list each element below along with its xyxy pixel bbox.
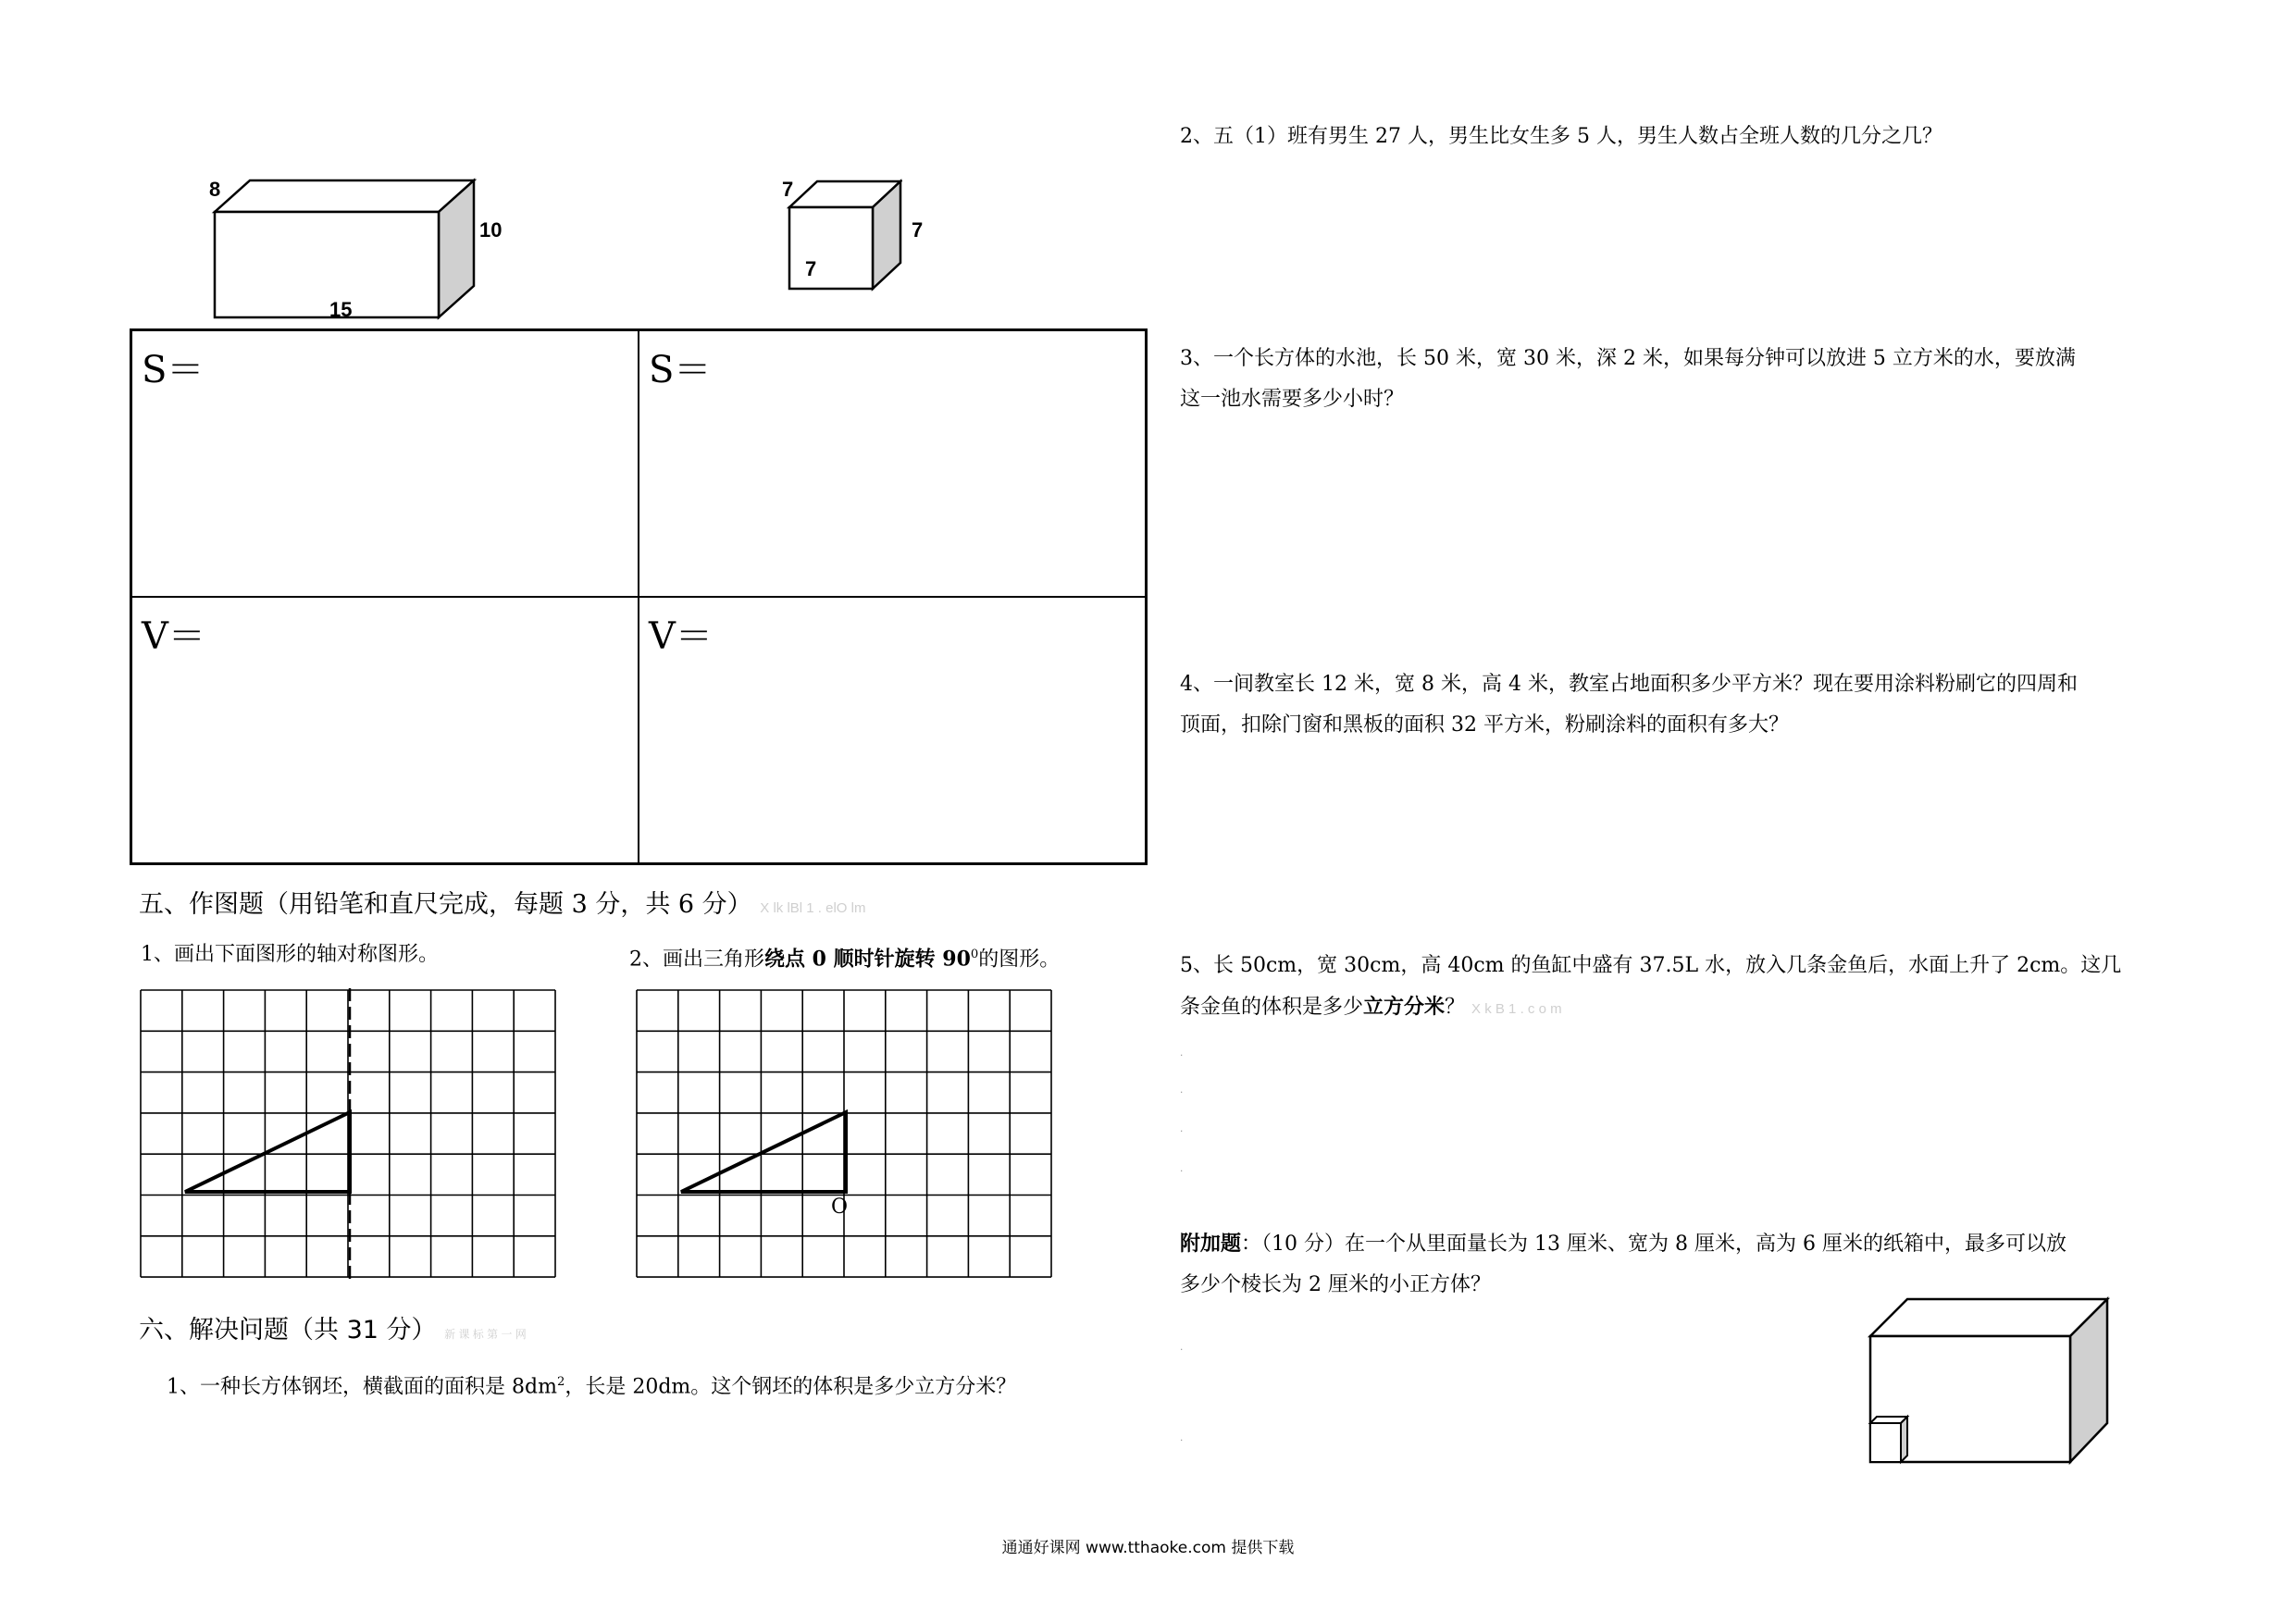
section5-watermark: X lk lBl 1 . elO lm: [760, 900, 866, 916]
bonus-line-2: 多少个棱长为 2 厘米的小正方体？: [1180, 1273, 1491, 1296]
section5-subtitle: （用铅笔和直尺完成，每题 3 分，共 6 分）: [264, 890, 752, 919]
q2-prefix: 2、画出三角形: [629, 948, 764, 972]
answer-grid: [130, 328, 1148, 865]
bonus-line-1: [1180, 1223, 2216, 1265]
q4-line-1: 4、一间教室长 12 米，宽 8 米，高 4 米，教室占地面积多少平方米？现在要用涂料粉刷它的四周和: [1180, 673, 2078, 696]
bonus-label: 附加题: [1180, 1232, 1242, 1256]
right-question-5: [1180, 946, 2198, 1030]
dot-mark: .: [1180, 1340, 1184, 1353]
q4-line-2: 顶面，扣除门窗和黑板的面积 32 平方米，粉刷涂料的面积有多大？: [1180, 713, 1789, 737]
cell-label: V＝: [649, 615, 713, 658]
q2-suffix: 的图形。: [978, 948, 1061, 972]
cube-front-label: 7: [805, 257, 817, 280]
section5-title: 五、作图题: [139, 890, 264, 919]
q5-line2-prefix: 条金鱼的体积是多少: [1180, 996, 1364, 1019]
q5-line2-suffix: ？: [1445, 996, 1466, 1019]
cube-figure: [782, 176, 902, 296]
q3-line-1: 3、一个长方体的水池，长 50 米，宽 30 米，深 2 米，如果每分钟可以放进 5 立方米的水，要放满: [1180, 347, 2076, 370]
right-question-3: [1180, 339, 2198, 420]
rotation-point-label: O: [831, 1196, 849, 1219]
dot-mark: .: [1180, 1431, 1184, 1443]
s6-q1-prefix: 1、一种长方体钢坯，横截面的面积是 8dm: [167, 1375, 557, 1399]
answer-cell-s1[interactable]: [131, 330, 639, 597]
q5-line-2: [1180, 986, 2198, 1030]
bonus-line1-text: ：（10 分）在一个从里面量长为 13 厘米、宽为 8 厘米，高为 6 厘米的纸箱中，最多可以放: [1241, 1233, 2066, 1256]
q2-bold: 绕点 0 顺时针旋转 90: [764, 947, 971, 972]
section6-watermark: 新 课 标 第 一 网: [444, 1328, 527, 1341]
dot-mark: .: [1180, 1121, 1184, 1134]
section5-question-1: 1、画出下面图形的轴对称图形。: [141, 943, 439, 966]
q5-watermark: X k B 1 . c o m: [1471, 1001, 1562, 1017]
rotation-grid[interactable]: [635, 988, 1061, 1284]
q3-line-2: 这一池水需要多少小时？: [1180, 388, 1405, 411]
s6-q1-suffix: ，长是 20dm。这个钢坯的体积是多少立方分米？: [565, 1375, 1017, 1399]
cell-label: S＝: [142, 349, 205, 391]
q2-degree: 0: [970, 948, 979, 961]
right-question-2: 2、五（1）班有男生 27 人，男生比女生多 5 人，男生人数占全班人数的几分之几？: [1180, 125, 1942, 148]
answer-cell-v2[interactable]: [639, 597, 1146, 863]
dot-mark: .: [1180, 1083, 1184, 1096]
s6-q1-sup: 2: [556, 1375, 565, 1389]
section6-title: 六、解决问题（共 31 分）: [139, 1316, 437, 1344]
answer-cell-s2[interactable]: [639, 330, 1146, 597]
q5-line2-bold: 立方分米: [1363, 995, 1446, 1019]
section6-question-1: [167, 1362, 1016, 1407]
right-question-4: [1180, 664, 2198, 746]
cuboid-figure: [204, 171, 509, 328]
box-with-cube-figure: [1865, 1294, 2115, 1469]
section5-question-2: [629, 935, 1060, 980]
q5-line-1: 5、长 50cm，宽 30cm，高 40cm 的鱼缸中盛有 37.5L 水，放入几条金鱼后，水面上升了 2cm。这几: [1180, 954, 2122, 977]
cell-label: V＝: [142, 615, 205, 658]
cuboid-length-label: 15: [329, 298, 353, 321]
symmetry-grid[interactable]: [139, 988, 565, 1284]
cube-right-label: 7: [912, 218, 924, 242]
section6-heading: [139, 1309, 527, 1345]
cube-top-label: 7: [782, 178, 794, 201]
cuboid-depth-label: 8: [209, 178, 221, 201]
answer-cell-v1[interactable]: [131, 597, 639, 863]
cuboid-height-label: 10: [479, 218, 503, 242]
dot-mark: .: [1180, 1161, 1184, 1174]
cell-label: S＝: [649, 349, 712, 391]
page-footer: 通通好课网 www.tthaoke.com 提供下载: [1001, 1539, 1295, 1557]
dot-mark: .: [1180, 1046, 1184, 1059]
section5-heading: [139, 884, 865, 920]
